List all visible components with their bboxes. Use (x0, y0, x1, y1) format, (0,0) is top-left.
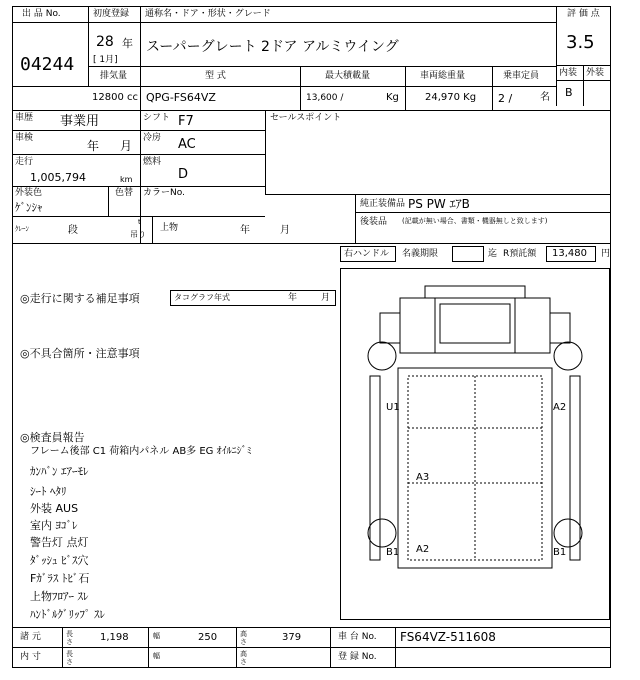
report-line: 外装 AUS (30, 502, 79, 515)
shift-label: シフト (143, 113, 171, 123)
std-equipment-label: 純正装備品 (360, 199, 406, 209)
dims-label: 諸 元 (20, 632, 41, 642)
inspection-month: 月 (120, 139, 133, 153)
report-line: Fｶﾞﾗｽ ﾄﾋﾞ石 (30, 572, 90, 585)
recycle-label: R預託額 (503, 249, 537, 259)
ac-value: AC (178, 137, 196, 152)
capacity-unit: 名 (540, 92, 550, 103)
fuel-value: D (178, 167, 189, 182)
crane-label: ｸﾚｰﾝ (15, 225, 29, 233)
score-label: 評 価 点 (567, 9, 600, 19)
displacement-value: 12800 cc (92, 92, 138, 103)
report-line: ｼｰﾄ ﾍﾀﾘ (30, 485, 67, 498)
report-line: 警告灯 点灯 (30, 536, 89, 549)
length-label: 長さ (66, 630, 73, 646)
recycle-unit: 円 (601, 249, 611, 259)
driving-notes-label: ◎走行に関する補足事項 (20, 292, 140, 305)
defects-label: ◎不具合箇所・注意事項 (20, 347, 140, 360)
tacho-label: タコグラフ年式 (174, 293, 230, 302)
history-label: 車歴 (15, 113, 34, 123)
mark-u1: U1 (386, 402, 400, 413)
report-line: 室内 ﾖｺﾞﾚ (30, 519, 78, 532)
lot-number: 04244 (20, 54, 75, 75)
first-reg-year: 28 (96, 34, 114, 50)
upper-label: 上物 (160, 223, 179, 233)
upper-year: 年 (240, 225, 250, 236)
sales-point-label: セールスポイント (270, 113, 342, 123)
report-line: ﾊﾝﾄﾞﾙｸﾞﾘｯﾌﾟ ｽﾚ (30, 608, 105, 621)
interior-grade-label: 内装 (559, 68, 578, 78)
gross-weight-value: 24,970 Kg (425, 92, 477, 103)
tacho-month: 月 (321, 293, 331, 303)
inner-length-label: 長さ (66, 650, 73, 666)
recycle-value: 13,480 (552, 248, 587, 259)
post-equipment-label: 後装品 (360, 217, 388, 227)
max-load-value: 13,600 / (306, 93, 344, 103)
inner-dims-label: 内 寸 (20, 652, 41, 662)
upper-month: 月 (280, 225, 290, 236)
width-value: 250 (198, 632, 218, 643)
report-line: フレーム後部 C1 荷箱内パネル AB多 EG ｵｲﾙﾆｼﾞﾐ (30, 446, 252, 457)
transfer-tilde: 迄 (488, 249, 498, 259)
first-reg-label: 初度登録 (93, 9, 130, 19)
model-name: スーパーグレート 2ドア アルミウイング (146, 39, 399, 55)
ac-label: 冷房 (143, 133, 162, 143)
color-change-label: 色替 (115, 188, 134, 198)
first-reg-month: [ 1月] (93, 55, 118, 65)
mileage-value: 1,005,794 (30, 171, 86, 184)
handle-value: 右ハンドル (344, 249, 390, 259)
exterior-grade-label: 外装 (586, 68, 605, 78)
inspector-label: ◎検査員報告 (20, 431, 85, 444)
width-label: 幅 (153, 632, 160, 640)
truck-diagram (340, 268, 610, 620)
report-line: ｶﾝﾊﾞﾝ ｴｱｰﾓﾚ (30, 465, 89, 478)
inner-height-label: 高さ (240, 650, 247, 666)
mileage-unit: km (120, 175, 133, 184)
reg-no-label: 登 録 No. (338, 652, 377, 662)
ext-color-label: 外装色 (15, 188, 43, 198)
std-equipment-value: PS PW ｴｱB (408, 197, 470, 211)
fuel-label: 燃料 (143, 157, 162, 167)
gross-weight-label: 車両総重量 (420, 71, 466, 81)
crane-lift: 吊り (130, 230, 146, 239)
chassis-value: FS64VZ-511608 (400, 630, 496, 644)
capacity-label: 乗車定員 (503, 71, 540, 81)
report-line: 上物ﾌﾛｱｰ ｽﾚ (30, 590, 89, 603)
mark-b1-right: B1 (553, 547, 567, 558)
mark-b1-left: B1 (386, 547, 400, 558)
chassis-label: 車 台 No. (338, 632, 377, 642)
mark-a2-upper: A2 (553, 402, 567, 413)
ext-color-value: ｹﾞﾝｼｬ (15, 201, 43, 214)
transfer-label: 名義期限 (402, 249, 439, 259)
interior-grade: B (565, 86, 573, 99)
max-load-label: 最大積載量 (325, 71, 371, 81)
mark-a3: A3 (416, 472, 430, 483)
inner-width-label: 幅 (153, 652, 160, 660)
report-line: ﾀﾞｯｼｭ ﾋﾞｽ穴 (30, 554, 89, 567)
inspection-year: 年 (87, 139, 100, 153)
tacho-year: 年 (288, 293, 298, 303)
post-equipment-note: (記載が無い場合、書類・機器無しと致します) (402, 217, 548, 225)
length-value: 1,198 (100, 632, 129, 643)
model-code-label: 型 式 (205, 71, 226, 81)
inspection-label: 車検 (15, 133, 34, 143)
mileage-label: 走行 (15, 157, 34, 167)
capacity-value: 2 / (498, 92, 513, 105)
transfer-box (452, 246, 484, 262)
crane-ton: t (138, 218, 141, 226)
score-value: 3.5 (566, 32, 595, 53)
model-label: 通称名・ドア・形状・グレード (145, 9, 271, 19)
shift-value: F7 (178, 114, 194, 129)
mark-a2-lower: A2 (416, 544, 430, 555)
max-load-unit: Kg (386, 92, 399, 103)
history-value: 事業用 (60, 114, 100, 129)
lot-label: 出 品 No. (22, 9, 61, 19)
color-no-label: カラーNo. (143, 188, 185, 198)
height-label: 高さ (240, 630, 247, 646)
crane-stage: 段 (68, 225, 78, 236)
height-value: 379 (282, 632, 302, 643)
model-code-value: QPG-FS64VZ (146, 91, 216, 104)
first-reg-year-unit: 年 (122, 37, 133, 50)
displacement-label: 排気量 (100, 71, 128, 81)
